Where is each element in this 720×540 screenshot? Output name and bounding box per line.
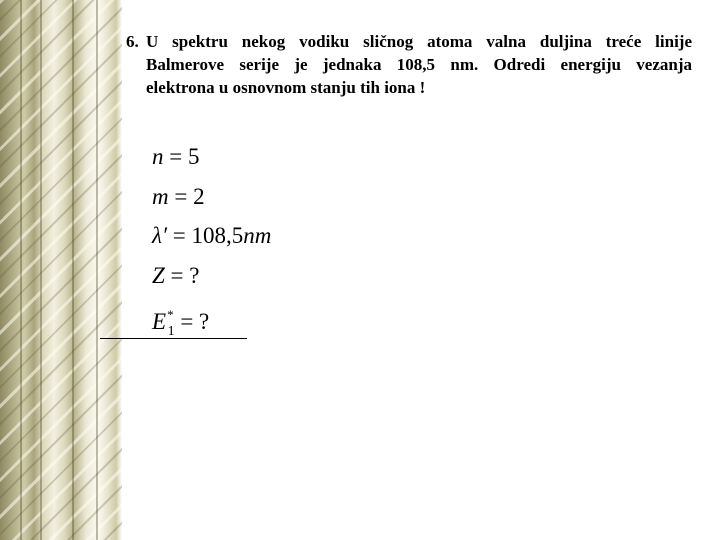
problem-line-1-text: U spektru nekog vodiku sličnog atoma valna duljina treće linije xyxy=(146,32,692,51)
unknown-z xyxy=(152,261,292,301)
given-m-var: m xyxy=(152,183,169,209)
problem-statement xyxy=(126,30,692,99)
unknown-e-value: ? xyxy=(199,309,210,334)
unknown-e-var: E xyxy=(152,309,167,334)
given-m-value: 2 xyxy=(193,183,205,209)
decorative-marble-sidebar xyxy=(0,0,122,540)
problem-line-1 xyxy=(126,30,692,53)
given-wavelength xyxy=(152,221,292,261)
givens-underline xyxy=(100,338,247,339)
sidebar-ridge xyxy=(20,0,22,540)
given-values xyxy=(152,142,292,340)
unknown-binding-energy xyxy=(152,300,292,340)
sidebar-ridge xyxy=(72,0,74,540)
sidebar-ridge xyxy=(40,0,42,540)
given-n-var: n xyxy=(152,144,164,169)
given-wavelength-unit: nm xyxy=(243,223,272,248)
equals-sign: = xyxy=(167,223,192,248)
unknown-e-superscript: * xyxy=(167,307,174,322)
given-m xyxy=(152,182,292,222)
problem-number: 6. xyxy=(126,32,139,51)
equals-sign: = xyxy=(174,309,200,334)
given-n xyxy=(152,142,292,182)
given-n-value: 5 xyxy=(187,144,200,169)
problem-line-2: Balmerove serije je jednaka 108,5 nm. Odredi energiju vezanja xyxy=(146,55,692,74)
given-wavelength-value: 108,5 xyxy=(191,223,244,248)
equals-sign: = xyxy=(168,183,194,209)
unknown-z-var: Z xyxy=(152,262,165,288)
unknown-e-subscript: 1 xyxy=(167,324,175,339)
unknown-z-value: ? xyxy=(189,262,200,288)
sidebar-ridge xyxy=(96,0,98,540)
equals-sign: = xyxy=(164,262,190,288)
equals-sign: = xyxy=(163,144,188,169)
given-wavelength-var: λ′ xyxy=(152,223,167,248)
problem-line-3: elektrona u osnovnom stanju tih iona ! xyxy=(146,78,426,97)
